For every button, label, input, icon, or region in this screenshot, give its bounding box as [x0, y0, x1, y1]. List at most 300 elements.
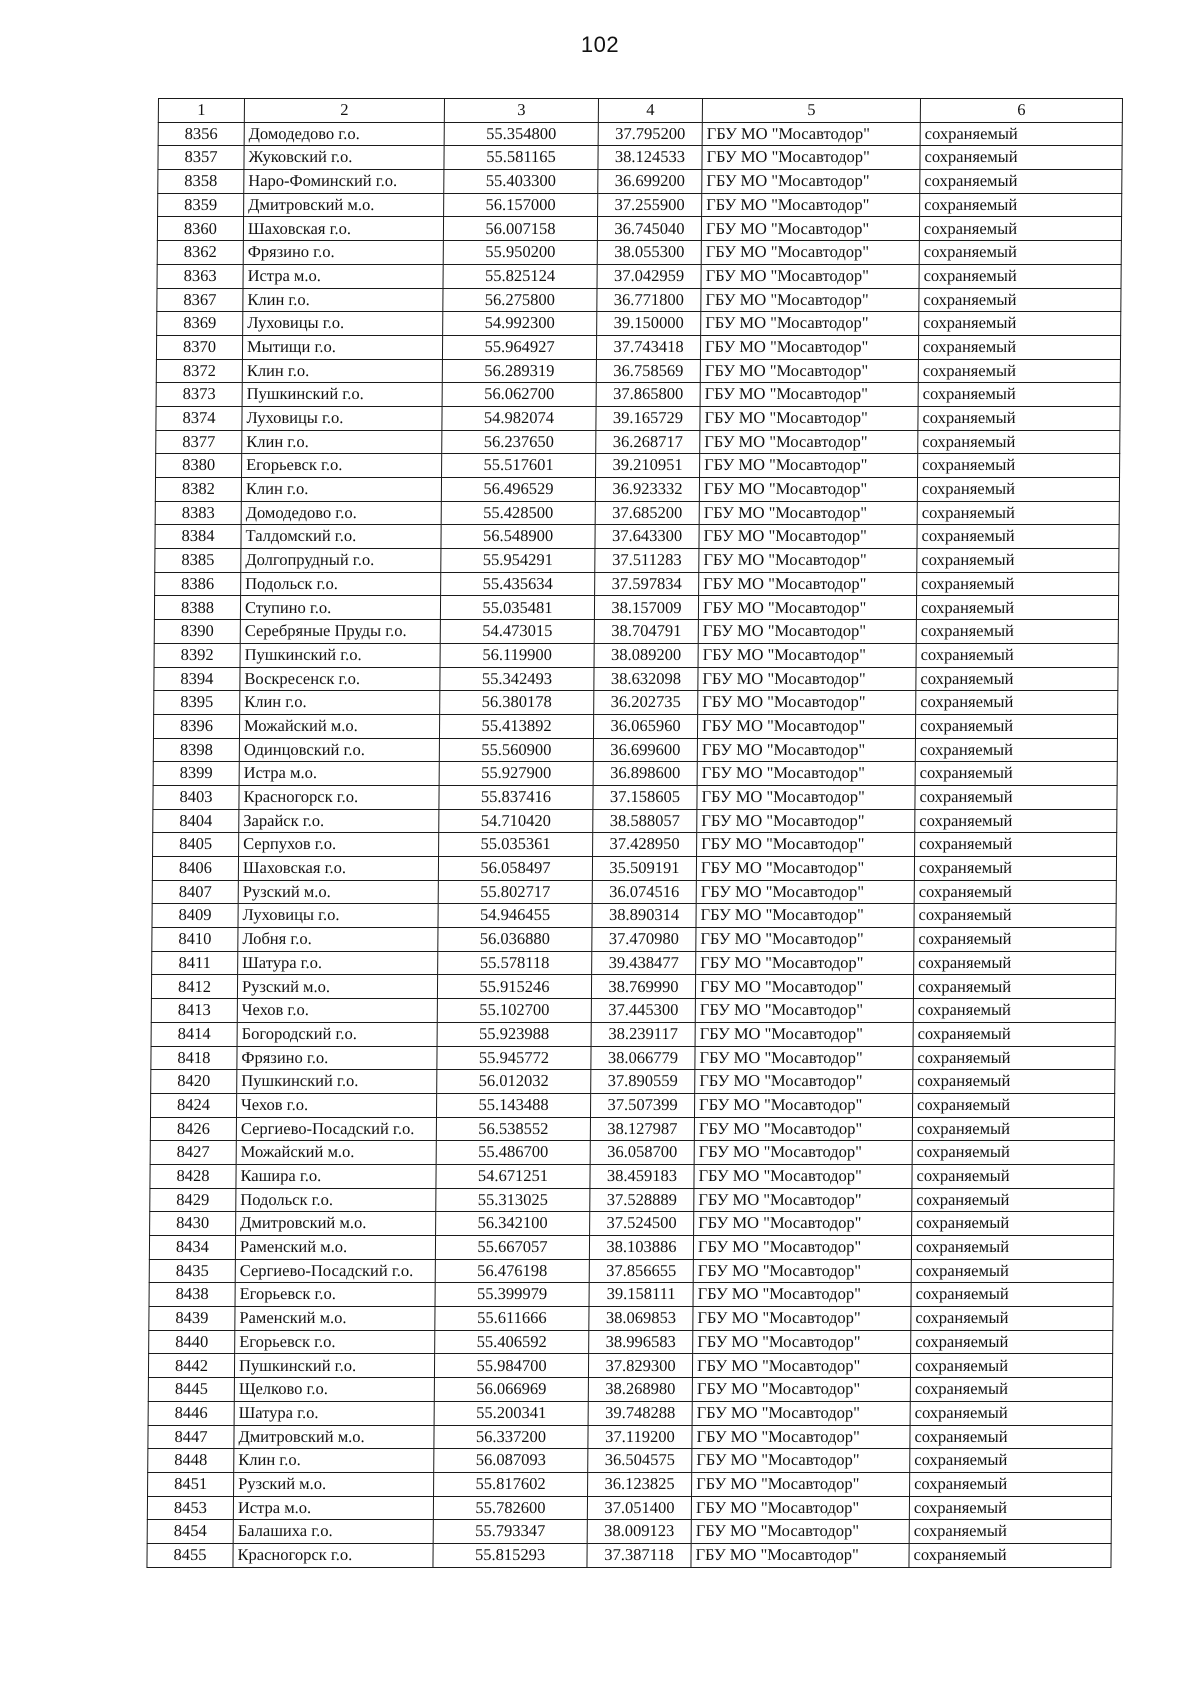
cell-organization: ГБУ МО "Мосавтодор" — [700, 359, 918, 383]
cell-municipality: Клин г.о. — [240, 691, 440, 715]
table-row — [149, 1259, 1113, 1283]
cell-number: 8413 — [151, 999, 237, 1023]
cell-organization: ГБУ МО "Мосавтодор" — [698, 667, 916, 691]
cell-latitude: 54.982074 — [442, 406, 596, 430]
cell-latitude: 55.035361 — [439, 833, 593, 857]
cell-longitude: 37.470980 — [592, 928, 696, 952]
cell-status: сохраняемый — [918, 335, 1120, 359]
cell-organization: ГБУ МО "Мосавтодор" — [701, 312, 919, 336]
cell-municipality: Пушкинский г.о. — [237, 1070, 437, 1094]
cell-municipality: Наро-Фоминский г.о. — [244, 170, 444, 194]
cell-organization: ГБУ МО "Мосавтодор" — [692, 1425, 910, 1449]
cell-status: сохраняемый — [910, 1354, 1112, 1378]
table-row — [151, 1046, 1115, 1070]
cell-status: сохраняемый — [911, 1330, 1113, 1354]
cell-latitude: 56.476198 — [435, 1259, 589, 1283]
cell-organization: ГБУ МО "Мосавтодор" — [700, 335, 918, 359]
cell-status: сохраняемый — [912, 1212, 1114, 1236]
cell-longitude: 35.509191 — [592, 857, 696, 881]
cell-organization: ГБУ МО "Мосавтодор" — [692, 1354, 910, 1378]
cell-status: сохраняемый — [910, 1401, 1112, 1425]
cell-organization: ГБУ МО "Мосавтодор" — [700, 383, 918, 407]
cell-organization: ГБУ МО "Мосавтодор" — [701, 288, 919, 312]
cell-status: сохраняемый — [917, 478, 1119, 502]
cell-number: 8367 — [157, 288, 243, 312]
cell-number: 8453 — [147, 1496, 233, 1520]
cell-longitude: 38.124533 — [598, 146, 702, 170]
cell-status: сохраняемый — [916, 691, 1118, 715]
cell-latitude: 55.817602 — [434, 1472, 588, 1496]
cell-status: сохраняемый — [915, 738, 1117, 762]
cell-number: 8454 — [147, 1520, 233, 1544]
cell-longitude: 36.699200 — [598, 170, 702, 194]
cell-status: сохраняемый — [911, 1283, 1113, 1307]
cell-municipality: Сергиево-Посадский г.о. — [236, 1117, 436, 1141]
cell-number: 8370 — [156, 335, 242, 359]
cell-status: сохраняемый — [911, 1236, 1113, 1260]
cell-longitude: 37.507399 — [590, 1093, 694, 1117]
cell-municipality: Балашиха г.о. — [233, 1520, 433, 1544]
cell-latitude: 55.517601 — [442, 454, 596, 478]
cell-number: 8357 — [158, 146, 244, 170]
cell-organization: ГБУ МО "Мосавтодор" — [696, 880, 914, 904]
cell-latitude: 55.399979 — [435, 1283, 589, 1307]
cell-number: 8438 — [149, 1283, 235, 1307]
cell-number: 8394 — [154, 667, 240, 691]
cell-municipality: Клин г.о. — [242, 359, 442, 383]
cell-organization: ГБУ МО "Мосавтодор" — [691, 1496, 909, 1520]
cell-latitude: 56.237650 — [442, 430, 596, 454]
cell-longitude: 36.074516 — [592, 880, 696, 904]
cell-status: сохраняемый — [917, 549, 1119, 573]
table-row — [155, 501, 1119, 525]
cell-organization: ГБУ МО "Мосавтодор" — [698, 620, 916, 644]
table-row — [148, 1472, 1112, 1496]
cell-municipality: Домодедово г.о. — [241, 501, 441, 525]
cell-number: 8396 — [153, 714, 239, 738]
cell-status: сохраняемый — [910, 1449, 1112, 1473]
cell-status: сохраняемый — [916, 667, 1118, 691]
cell-status: сохраняемый — [917, 572, 1119, 596]
cell-municipality: Чехов г.о. — [237, 999, 437, 1023]
column-header-4: 4 — [598, 99, 702, 123]
cell-municipality: Одинцовский г.о. — [239, 738, 439, 762]
cell-number: 8369 — [157, 312, 243, 336]
cell-status: сохраняемый — [919, 312, 1121, 336]
cell-latitude: 55.667057 — [435, 1236, 589, 1260]
cell-status: сохраняемый — [909, 1520, 1111, 1544]
cell-number: 8358 — [158, 170, 244, 194]
cell-organization: ГБУ МО "Мосавтодор" — [698, 691, 916, 715]
table-row — [157, 241, 1121, 265]
cell-latitude: 55.486700 — [436, 1141, 590, 1165]
cell-municipality: Раменский м.о. — [235, 1307, 435, 1331]
cell-longitude: 37.158605 — [593, 785, 697, 809]
cell-municipality: Рузский м.о. — [234, 1472, 434, 1496]
cell-status: сохраняемый — [914, 857, 1116, 881]
cell-number: 8410 — [152, 928, 238, 952]
cell-longitude: 36.771800 — [597, 288, 701, 312]
cell-organization: ГБУ МО "Мосавтодор" — [701, 264, 919, 288]
cell-organization: ГБУ МО "Мосавтодор" — [696, 857, 914, 881]
cell-latitude: 56.036880 — [438, 928, 592, 952]
cell-longitude: 36.898600 — [593, 762, 697, 786]
cell-status: сохраняемый — [912, 1117, 1114, 1141]
cell-number: 8445 — [148, 1378, 234, 1402]
cell-municipality: Егорьевск г.о. — [235, 1283, 435, 1307]
cell-longitude: 38.069853 — [589, 1307, 693, 1331]
table-row — [158, 122, 1122, 146]
cell-status: сохраняемый — [920, 170, 1122, 194]
header-row — [158, 99, 1122, 123]
table-row — [147, 1496, 1111, 1520]
cell-latitude: 54.946455 — [438, 904, 592, 928]
cell-number: 8424 — [150, 1093, 236, 1117]
table-row — [149, 1330, 1113, 1354]
column-header-1: 1 — [158, 99, 244, 123]
cell-status: сохраняемый — [912, 1188, 1114, 1212]
cell-municipality: Зарайск г.о. — [239, 809, 439, 833]
cell-longitude: 37.643300 — [595, 525, 699, 549]
cell-latitude: 56.337200 — [434, 1425, 588, 1449]
cell-municipality: Дмитровский м.о. — [244, 193, 444, 217]
cell-municipality: Жуковский г.о. — [244, 146, 444, 170]
cell-latitude: 55.313025 — [436, 1188, 590, 1212]
table-row — [158, 193, 1122, 217]
table-row — [149, 1307, 1113, 1331]
cell-organization: ГБУ МО "Мосавтодор" — [694, 1212, 912, 1236]
cell-longitude: 36.065960 — [593, 714, 697, 738]
cell-longitude: 38.632098 — [594, 667, 698, 691]
cell-status: сохраняемый — [911, 1259, 1113, 1283]
cell-latitude: 54.671251 — [436, 1164, 590, 1188]
cell-status: сохраняемый — [916, 620, 1118, 644]
cell-municipality: Домодедово г.о. — [244, 122, 444, 146]
cell-number: 8395 — [154, 691, 240, 715]
cell-municipality: Ступино г.о. — [240, 596, 440, 620]
cell-municipality: Подольск г.о. — [241, 572, 441, 596]
cell-number: 8377 — [156, 430, 242, 454]
table-row — [150, 1164, 1114, 1188]
cell-latitude: 55.560900 — [439, 738, 593, 762]
table-row — [156, 383, 1120, 407]
cell-organization: ГБУ МО "Мосавтодор" — [693, 1236, 911, 1260]
table-row — [147, 1520, 1111, 1544]
cell-status: сохраняемый — [916, 596, 1118, 620]
cell-number: 8385 — [155, 549, 241, 573]
cell-longitude: 38.055300 — [597, 241, 701, 265]
cell-municipality: Сергиево-Посадский г.о. — [235, 1259, 435, 1283]
cell-status: сохраняемый — [919, 241, 1121, 265]
cell-municipality: Луховицы г.о. — [243, 312, 443, 336]
table-row — [151, 999, 1115, 1023]
cell-longitude: 37.255900 — [598, 193, 702, 217]
cell-status: сохраняемый — [912, 1164, 1114, 1188]
cell-longitude: 37.042959 — [597, 264, 701, 288]
cell-organization: ГБУ МО "Мосавтодор" — [692, 1378, 910, 1402]
cell-number: 8388 — [154, 596, 240, 620]
table-row — [156, 430, 1120, 454]
cell-status: сохраняемый — [912, 1093, 1114, 1117]
cell-latitude: 56.007158 — [443, 217, 597, 241]
table-row — [158, 170, 1122, 194]
cell-municipality: Шатура г.о. — [234, 1401, 434, 1425]
cell-status: сохраняемый — [918, 430, 1120, 454]
column-header-2: 2 — [244, 99, 444, 123]
cell-latitude: 55.413892 — [439, 714, 593, 738]
cell-latitude: 55.342493 — [440, 667, 594, 691]
cell-longitude: 36.268717 — [596, 430, 700, 454]
cell-longitude: 38.239117 — [591, 1022, 695, 1046]
cell-status: сохраняемый — [918, 406, 1120, 430]
cell-municipality: Пушкинский г.о. — [242, 383, 442, 407]
table-row — [148, 1449, 1112, 1473]
cell-number: 8406 — [152, 857, 238, 881]
cell-latitude: 55.406592 — [435, 1330, 589, 1354]
cell-latitude: 55.927900 — [439, 762, 593, 786]
cell-status: сохраняемый — [909, 1543, 1111, 1567]
cell-latitude: 55.923988 — [437, 1022, 591, 1046]
table-row — [148, 1354, 1112, 1378]
table-header — [158, 99, 1122, 123]
cell-latitude: 56.380178 — [440, 691, 594, 715]
cell-number: 8392 — [154, 643, 240, 667]
cell-municipality: Серебряные Пруды г.о. — [240, 620, 440, 644]
cell-organization: ГБУ МО "Мосавтодор" — [697, 714, 915, 738]
cell-municipality: Егорьевск г.о. — [235, 1330, 435, 1354]
cell-municipality: Талдомский г.о. — [241, 525, 441, 549]
cell-longitude: 36.923332 — [595, 478, 699, 502]
cell-longitude: 38.890314 — [592, 904, 696, 928]
cell-number: 8427 — [150, 1141, 236, 1165]
cell-number: 8434 — [149, 1236, 235, 1260]
table-row — [158, 146, 1122, 170]
cell-municipality: Раменский м.о. — [235, 1236, 435, 1260]
cell-latitude: 55.802717 — [438, 880, 592, 904]
cell-number: 8373 — [156, 383, 242, 407]
column-header-6: 6 — [920, 99, 1122, 123]
table-row — [152, 857, 1116, 881]
cell-status: сохраняемый — [915, 785, 1117, 809]
cell-organization: ГБУ МО "Мосавтодор" — [699, 549, 917, 573]
table-row — [154, 596, 1118, 620]
table-row — [148, 1425, 1112, 1449]
cell-status: сохраняемый — [913, 1046, 1115, 1070]
cell-organization: ГБУ МО "Мосавтодор" — [695, 1022, 913, 1046]
table-row — [153, 762, 1117, 786]
cell-longitude: 38.009123 — [587, 1520, 691, 1544]
cell-latitude: 54.710420 — [439, 809, 593, 833]
cell-status: сохраняемый — [910, 1472, 1112, 1496]
cell-latitude: 55.984700 — [434, 1354, 588, 1378]
cell-number: 8383 — [155, 501, 241, 525]
cell-number: 8372 — [156, 359, 242, 383]
cell-status: сохраняемый — [918, 454, 1120, 478]
cell-organization: ГБУ МО "Мосавтодор" — [695, 975, 913, 999]
table-row — [156, 335, 1120, 359]
cell-number: 8429 — [150, 1188, 236, 1212]
cell-status: сохраняемый — [917, 525, 1119, 549]
cell-status: сохраняемый — [920, 122, 1122, 146]
cell-longitude: 39.210951 — [596, 454, 700, 478]
cell-status: сохраняемый — [918, 383, 1120, 407]
cell-longitude: 36.758569 — [596, 359, 700, 383]
cell-number: 8403 — [153, 785, 239, 809]
cell-municipality: Красногорск г.о. — [239, 785, 439, 809]
cell-status: сохраняемый — [918, 359, 1120, 383]
cell-municipality: Истра м.о. — [233, 1496, 433, 1520]
table-row — [150, 1212, 1114, 1236]
cell-municipality: Серпухов г.о. — [239, 833, 439, 857]
cell-longitude: 37.051400 — [587, 1496, 691, 1520]
cell-status: сохраняемый — [910, 1425, 1112, 1449]
cell-latitude: 54.992300 — [443, 312, 597, 336]
table-body — [147, 122, 1122, 1567]
cell-municipality: Луховицы г.о. — [238, 904, 438, 928]
table-row — [153, 833, 1117, 857]
cell-longitude: 39.158111 — [589, 1283, 693, 1307]
table-row — [149, 1283, 1113, 1307]
cell-latitude: 56.289319 — [442, 359, 596, 383]
cell-status: сохраняемый — [914, 880, 1116, 904]
cell-latitude: 55.954291 — [441, 549, 595, 573]
cell-number: 8362 — [157, 241, 243, 265]
cell-latitude: 55.950200 — [443, 241, 597, 265]
column-header-3: 3 — [444, 99, 598, 123]
cell-organization: ГБУ МО "Мосавтодор" — [693, 1259, 911, 1283]
table-row — [150, 1117, 1114, 1141]
cell-municipality: Фрязино г.о. — [237, 1046, 437, 1070]
cell-number: 8442 — [148, 1354, 234, 1378]
cell-longitude: 37.597834 — [595, 572, 699, 596]
cell-longitude: 38.459183 — [590, 1164, 694, 1188]
cell-status: сохраняемый — [909, 1496, 1111, 1520]
cell-status: сохраняемый — [917, 501, 1119, 525]
cell-longitude: 37.528889 — [590, 1188, 694, 1212]
cell-organization: ГБУ МО "Мосавтодор" — [696, 928, 914, 952]
table-row — [153, 809, 1117, 833]
cell-latitude: 55.143488 — [436, 1093, 590, 1117]
cell-latitude: 55.200341 — [434, 1401, 588, 1425]
table-row — [153, 785, 1117, 809]
cell-status: сохраняемый — [920, 146, 1122, 170]
cell-longitude: 38.127987 — [590, 1117, 694, 1141]
cell-latitude: 56.062700 — [442, 383, 596, 407]
cell-latitude: 55.793347 — [433, 1520, 587, 1544]
cell-organization: ГБУ МО "Мосавтодор" — [699, 572, 917, 596]
cell-municipality: Истра м.о. — [239, 762, 439, 786]
cell-municipality: Клин г.о. — [242, 430, 442, 454]
cell-municipality: Клин г.о. — [234, 1449, 434, 1473]
cell-status: сохраняемый — [913, 999, 1115, 1023]
table-row — [155, 478, 1119, 502]
cell-status: сохраняемый — [914, 904, 1116, 928]
cell-municipality: Воскресенск г.о. — [240, 667, 440, 691]
table-row — [156, 359, 1120, 383]
cell-municipality: Истра м.о. — [243, 264, 443, 288]
cell-latitude: 56.058497 — [438, 857, 592, 881]
cell-status: сохраняемый — [911, 1307, 1113, 1331]
cell-longitude: 39.438477 — [592, 951, 696, 975]
cell-organization: ГБУ МО "Мосавтодор" — [691, 1543, 909, 1567]
cell-latitude: 55.403300 — [444, 170, 598, 194]
cell-organization: ГБУ МО "Мосавтодор" — [696, 951, 914, 975]
cell-latitude: 55.945772 — [437, 1046, 591, 1070]
cell-number: 8426 — [150, 1117, 236, 1141]
cell-longitude: 37.795200 — [598, 122, 702, 146]
cell-number: 8409 — [152, 904, 238, 928]
cell-number: 8411 — [152, 951, 238, 975]
cell-municipality: Егорьевск г.о. — [242, 454, 442, 478]
cell-number: 8363 — [157, 264, 243, 288]
cell-longitude: 37.685200 — [595, 501, 699, 525]
cell-number: 8446 — [148, 1401, 234, 1425]
cell-municipality: Клин г.о. — [243, 288, 443, 312]
cell-number: 8399 — [153, 762, 239, 786]
cell-municipality: Кашира г.о. — [236, 1164, 436, 1188]
cell-municipality: Подольск г.о. — [236, 1188, 436, 1212]
table-row — [156, 406, 1120, 430]
cell-organization: ГБУ МО "Мосавтодор" — [699, 501, 917, 525]
cell-latitude: 55.035481 — [440, 596, 594, 620]
cell-number: 8451 — [148, 1472, 234, 1496]
table-row — [151, 975, 1115, 999]
cell-latitude: 56.066969 — [434, 1378, 588, 1402]
cell-longitude: 38.996583 — [589, 1330, 693, 1354]
cell-latitude: 56.275800 — [443, 288, 597, 312]
cell-number: 8412 — [151, 975, 237, 999]
cell-organization: ГБУ МО "Мосавтодор" — [702, 122, 920, 146]
table-row — [157, 264, 1121, 288]
table-row — [157, 288, 1121, 312]
cell-municipality: Пушкинский г.о. — [240, 643, 440, 667]
cell-latitude: 56.342100 — [436, 1212, 590, 1236]
table-row — [153, 714, 1117, 738]
cell-latitude: 55.611666 — [435, 1307, 589, 1331]
cell-municipality: Фрязино г.о. — [243, 241, 443, 265]
cell-longitude: 37.524500 — [590, 1212, 694, 1236]
table-row — [154, 667, 1118, 691]
cell-number: 8380 — [156, 454, 242, 478]
cell-latitude: 55.578118 — [438, 951, 592, 975]
cell-latitude: 56.538552 — [436, 1117, 590, 1141]
cell-longitude: 36.745040 — [597, 217, 701, 241]
cell-latitude: 56.548900 — [441, 525, 595, 549]
cell-longitude: 37.743418 — [596, 335, 700, 359]
table-row — [157, 217, 1121, 241]
table-row — [151, 1022, 1115, 1046]
table-row — [148, 1378, 1112, 1402]
cell-municipality: Шаховская г.о. — [238, 857, 438, 881]
cell-number: 8448 — [148, 1449, 234, 1473]
cell-latitude: 55.825124 — [443, 264, 597, 288]
cell-longitude: 39.165729 — [596, 406, 700, 430]
table-row — [152, 951, 1116, 975]
cell-organization: ГБУ МО "Мосавтодор" — [697, 785, 915, 809]
cell-municipality: Дмитровский м.о. — [234, 1425, 434, 1449]
table-row — [152, 880, 1116, 904]
cell-latitude: 55.815293 — [433, 1543, 587, 1567]
cell-organization: ГБУ МО "Мосавтодор" — [695, 1046, 913, 1070]
cell-longitude: 37.428950 — [593, 833, 697, 857]
cell-organization: ГБУ МО "Мосавтодор" — [695, 1070, 913, 1094]
cell-organization: ГБУ МО "Мосавтодор" — [697, 833, 915, 857]
cell-status: сохраняемый — [915, 714, 1117, 738]
cell-longitude: 36.058700 — [590, 1141, 694, 1165]
cell-municipality: Рузский м.о. — [237, 975, 437, 999]
cell-longitude: 38.103886 — [589, 1236, 693, 1260]
cell-organization: ГБУ МО "Мосавтодор" — [694, 1188, 912, 1212]
